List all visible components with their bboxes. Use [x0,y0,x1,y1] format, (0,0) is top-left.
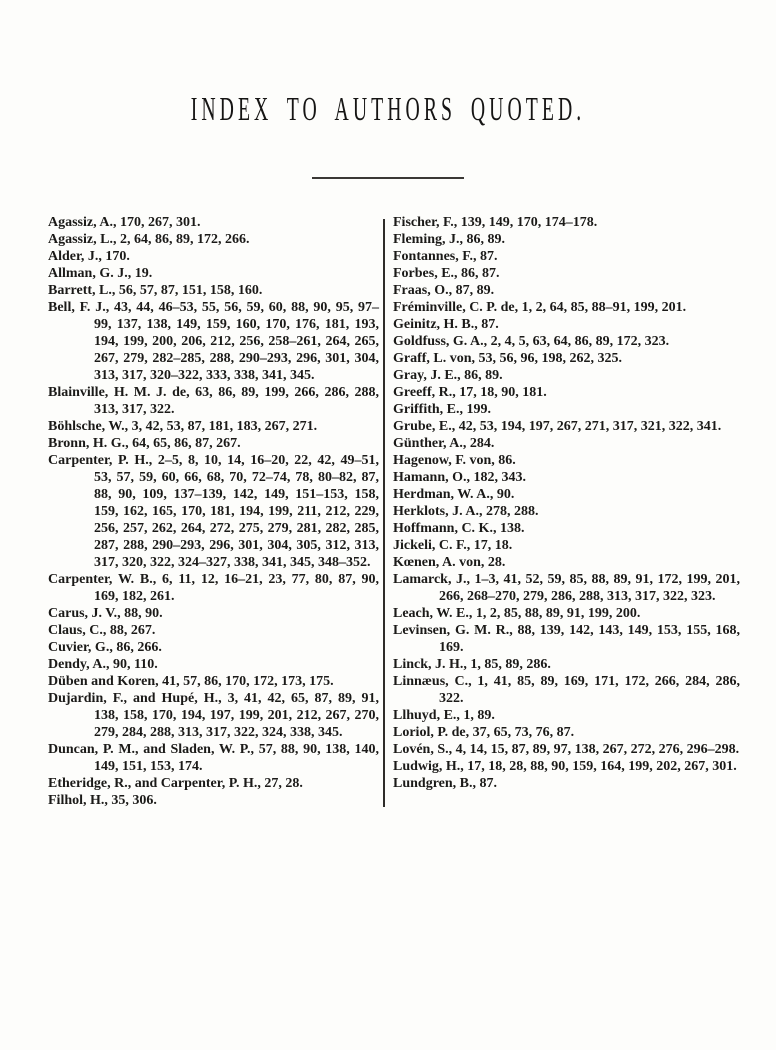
index-entry: Kœnen, A. von, 28. [393,555,506,570]
index-entry: Jickeli, C. F., 17, 18. [393,538,513,553]
index-entry: Carpenter, W. B., 6, 11, 12, 16–21, 23, 77, 80, 87, 90, 169, 182, 261. [48,572,379,604]
index-entry: Bronn, H. G., 64, 65, 86, 87, 267. [48,436,241,451]
title-divider-rule [312,177,464,179]
index-column-right [385,214,740,809]
index-entry: Fontannes, F., 87. [393,249,498,264]
index-entry: Fischer, F., 139, 149, 170, 174–178. [393,215,598,230]
index-entry: Leach, W. E., 1, 2, 85, 88, 89, 91, 199, 200. [393,606,641,621]
index-entry: Etheridge, R., and Carpenter, P. H., 27, 28. [48,776,303,791]
index-entry: Allman, G. J., 19. [48,266,153,281]
index-entry: Alder, J., 170. [48,249,130,264]
index-entry: Claus, C., 88, 267. [48,623,156,638]
index-entry: Böhlsche, W., 3, 42, 53, 87, 181, 183, 267, 271. [48,419,318,434]
index-entry: Grube, E., 42, 53, 194, 197, 267, 271, 317, 321, 322, 341. [393,419,722,434]
index-entry: Agassiz, L., 2, 64, 86, 89, 172, 266. [48,232,250,247]
index-entry: Agassiz, A., 170, 267, 301. [48,215,201,230]
index-entry: Fleming, J., 86, 89. [393,232,505,247]
index-entry: Geinitz, H. B., 87. [393,317,499,332]
index-entry: Filhol, H., 35, 306. [48,793,157,808]
index-entry: Hagenow, F. von, 86. [393,453,516,468]
index-entry: Greeff, R., 17, 18, 90, 181. [393,385,547,400]
index-entry: Cuvier, G., 86, 266. [48,640,162,655]
index-entry: Herdman, W. A., 90. [393,487,515,502]
index-entry: Duncan, P. M., and Sladen, W. P., 57, 88, 90, 138, 140, 149, 151, 153, 174. [48,742,379,774]
index-entry: Lamarck, J., 1–3, 41, 52, 59, 85, 88, 89, 91, 172, 199, 201, 266, 268–270, 279, 286, 288, 313, 317, 322, 323. [393,572,740,604]
index-entry: Herklots, J. A., 278, 288. [393,504,539,519]
index-column-left [48,214,383,809]
index-entry: Levinsen, G. M. R., 88, 139, 142, 143, 149, 153, 155, 168, 169. [393,623,740,655]
index-entry: Gray, J. E., 86, 89. [393,368,503,383]
index-entry: Ludwig, H., 17, 18, 28, 88, 90, 159, 164, 199, 202, 267, 301. [393,759,737,774]
index-entry: Barrett, L., 56, 57, 87, 151, 158, 160. [48,283,263,298]
index-entry: Forbes, E., 86, 87. [393,266,500,281]
index-entry: Linnæus, C., 1, 41, 85, 89, 169, 171, 172, 266, 284, 286, 322. [393,674,740,706]
index-entry: Hoffmann, C. K., 138. [393,521,525,536]
index-entry: Düben and Koren, 41, 57, 86, 170, 172, 173, 175. [48,674,334,689]
index-entry: Graff, L. von, 53, 56, 96, 198, 262, 325. [393,351,623,366]
index-entry: Griffith, E., 199. [393,402,491,417]
index-columns [48,214,740,809]
index-entry: Fréminville, C. P. de, 1, 2, 64, 85, 88–91, 199, 201. [393,300,687,315]
page-title: INDEX TO AUTHORS QUOTED. [190,91,586,128]
index-entry: Goldfuss, G. A., 2, 4, 5, 63, 64, 86, 89, 172, 323. [393,334,670,349]
index-entry: Hamann, O., 182, 343. [393,470,527,485]
index-entry: Bell, F. J., 43, 44, 46–53, 55, 56, 59, 60, 88, 90, 95, 97–99, 137, 138, 149, 159, 160, 170, 176, 181, 193, 194, 199, 200, 206, 212, 256, 258–261, 264, 265, 267, 279, 282–285, 288, 290–293, 296, 301, 304, 313, 317, 320–322, 333, 338, 341, 345. [48,300,379,383]
index-entry: Lundgren, B., 87. [393,776,497,791]
index-entry: Fraas, O., 87, 89. [393,283,495,298]
index-entry: Carpenter, P. H., 2–5, 8, 10, 14, 16–20, 22, 42, 49–51, 53, 57, 59, 60, 66, 68, 70, 72–74, 78, 80–82, 87, 88, 90, 109, 137–139, 142, 149, 151–153, 158, 159, 162, 165, 170, 181, 194, 199, 211, 212, 229, 256, 257, 262, 264, 272, 275, 279, 281, 282, 285, 287, 288, 290–293, 296, 301, 304, 305, 312, 313, 317, 320, 322, 324–327, 338, 341, 345, 348–352. [48,453,379,570]
index-entry: Günther, A., 284. [393,436,495,451]
index-entry: Llhuyd, E., 1, 89. [393,708,495,723]
index-entry: Dujardin, F., and Hupé, H., 3, 41, 42, 65, 87, 89, 91, 138, 158, 170, 194, 197, 199, 201, 212, 267, 270, 279, 284, 288, 313, 317, 322, 324, 338, 345. [48,691,379,740]
index-entry: Lovén, S., 4, 14, 15, 87, 89, 97, 138, 267, 272, 276, 296–298. [393,742,740,757]
index-entry: Carus, J. V., 88, 90. [48,606,163,621]
index-entry: Blainville, H. M. J. de, 63, 86, 89, 199, 266, 286, 288, 313, 317, 322. [48,385,379,417]
index-entry: Linck, J. H., 1, 85, 89, 286. [393,657,551,672]
index-entry: Dendy, A., 90, 110. [48,657,158,672]
index-entry: Loriol, P. de, 37, 65, 73, 76, 87. [393,725,575,740]
